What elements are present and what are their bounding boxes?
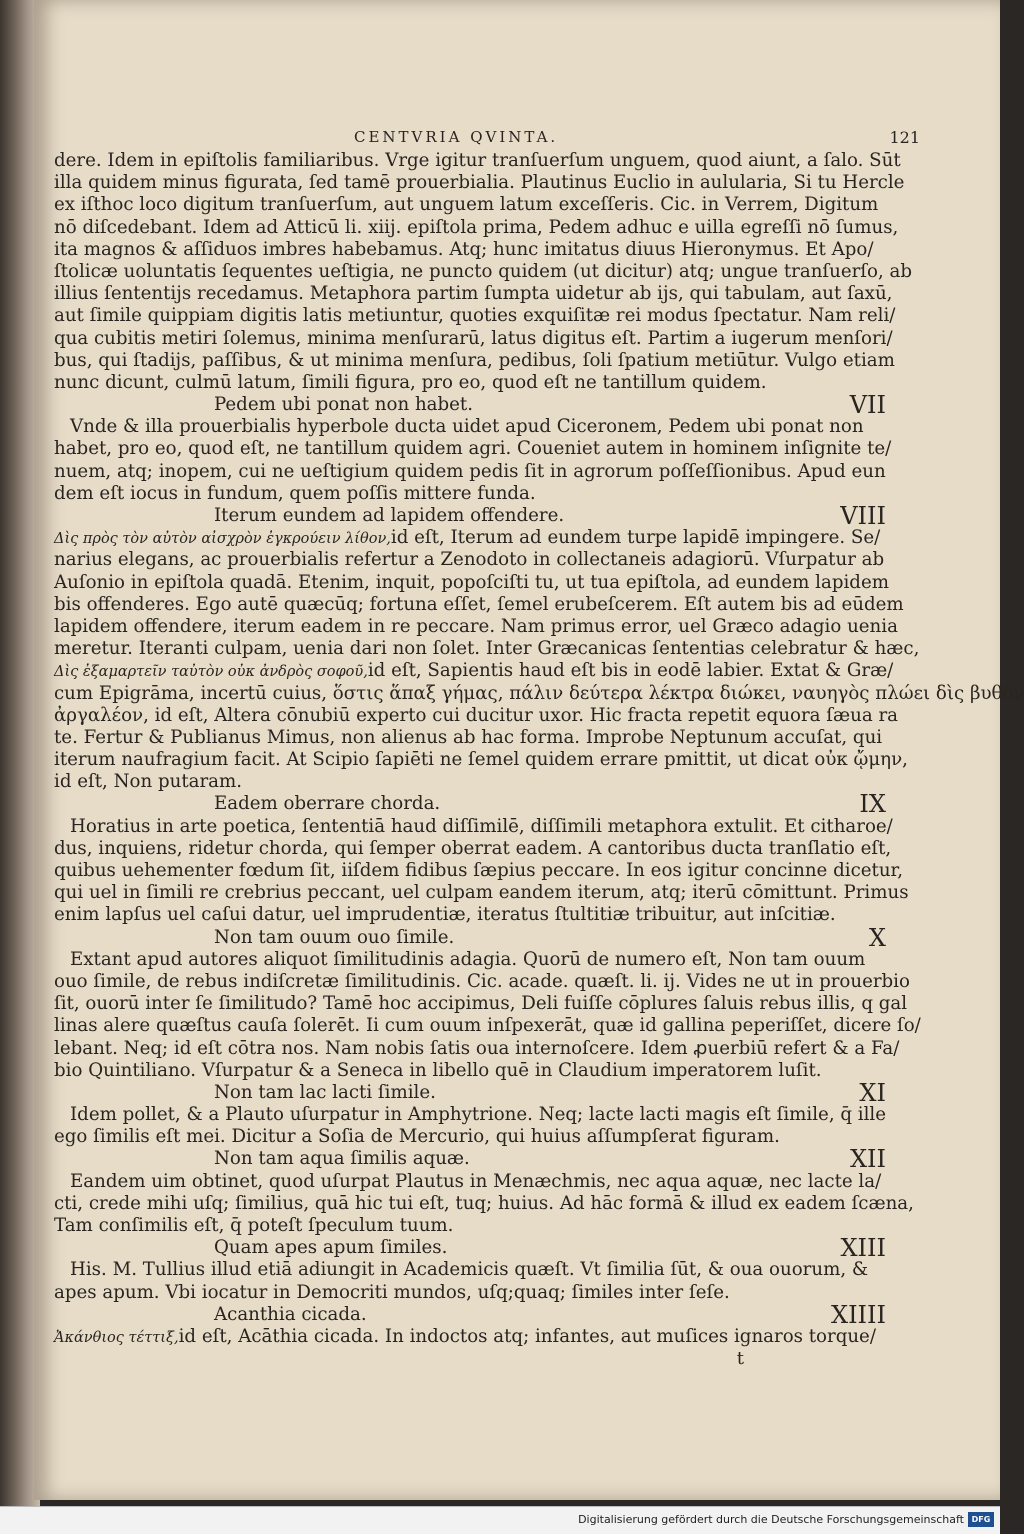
text-line — [54, 993, 908, 1015]
text-line — [54, 660, 894, 682]
line-text: Auſonio in epiſtola quadā. Etenim, inquit, popoſciſti tu, ut tua epiſtola, ad eundem lapidem — [54, 571, 889, 593]
line-text: qui uel in ſimili re crebrius peccant, uel culpam eandem iterum, atq; iterū cōmittunt. Primus — [54, 882, 909, 904]
line-text: dere. Idem in epiſtolis familiaribus. Vrge igitur tranſuerſum unguem, quod aiunt, a ſalo. Sūt — [54, 150, 901, 171]
line-text: te. Fertur & Publianus Mimus, non alienus ab hac forma. Improbe Neptunum accuſat, qui — [54, 726, 883, 748]
adage-numeral: XIII — [840, 1234, 886, 1263]
text-line — [54, 1171, 894, 1193]
line-text: aut ſimile quippiam digitis latis metiuntur, quoties exquiſitæ rei modus ſpectatur. Nam reli/ — [54, 305, 896, 327]
text-line — [54, 1259, 894, 1281]
footer-bar — [0, 1506, 1000, 1534]
line-text: cum Epigrāma, incertū cuius, ὅστις ἅπαξ γήμας, πάλιν δεύτερα λέκτρα διώκει, ναυηγὸς πλώει δὶς βυθὸν — [54, 682, 1024, 704]
line-text: cti, crede mihi uſq; ſimilius, quā hic tui eſt, tuq; huius. Ad hāc formā & illud ex eadem ſcæna, — [54, 1192, 914, 1214]
text-line — [54, 350, 894, 372]
line-text: ἀργαλέον, id eſt, Altera cōnubiū experto cui ducitur uxor. Hic fracta repetit equora ſæua ra — [54, 704, 899, 726]
text-line — [54, 1215, 894, 1237]
text-line — [54, 1192, 914, 1215]
line-text: Horatius in arte poetica, ſententiā haud diſſimilē, diſſimili metaphora extulit. Et citharoe/ — [70, 815, 893, 837]
line-text: habet, pro eo, quod eſt, ne tantillum quidem agri. Coueniet autem in hominem inſignite te/ — [54, 438, 892, 460]
line-text: ita magnos & aſſiduos imbres habebamus. Atq; hunc imitatus diuus Hieronymus. Et Apo/ — [54, 238, 874, 260]
text-line — [54, 838, 894, 860]
adage-numeral: VIII — [840, 502, 886, 530]
greek-quotation: Ἀκάνθιος τέττιξ, — [54, 1329, 179, 1346]
line-text: quibus uehementer fœdum ſit, iiſdem fidibus ſæpius peccare. In eos igitur concinne dicetur, — [54, 860, 904, 881]
text-line — [54, 615, 898, 638]
text-line — [54, 260, 913, 283]
adage-numeral: XIIII — [830, 1300, 886, 1329]
line-text: ex iſthoc loco digitum tranſuerſum, aut unguem latum exceſſeris. Cic. in Verrem, Digitum — [54, 194, 879, 216]
line-text: ouo ſimile, de rebus indiſcretæ ſimilitudinis. Cic. acade. quæſt. li. ij. Vides ne ut in prouerbio — [54, 970, 910, 992]
adage-numeral: IX — [859, 790, 886, 819]
text-line — [54, 461, 894, 483]
adage-heading — [54, 1300, 894, 1329]
line-text: lapidem offendere, iterum eadem in re peccare. Nam primus error, uel Græco adagio uenia — [54, 615, 898, 637]
adage-title: Non tam ouum ouo ſimile. — [214, 926, 455, 948]
adage-heading — [54, 790, 894, 819]
text-line — [54, 1104, 894, 1126]
text-line — [54, 216, 899, 239]
line-text: Tam conſimilis eſt, q̄ poteſt ſpeculum tuum. — [54, 1215, 454, 1236]
text-line — [54, 1282, 894, 1304]
line-text: id eſt, Iterum ad eundem turpe lapidē impingere. Se/ — [390, 527, 881, 549]
line-text: nuem, atq; inopem, cui ne ueſtigium quidem pedis ſit in agrorum poſſeſſionibus. Apud eun — [54, 460, 886, 482]
line-text: meretur. Iteranti culpam, uenia dari non ſolet. Inter Græcanicas ſententias celebratur & hæc, — [54, 638, 920, 660]
text-line — [54, 949, 894, 971]
text-line — [54, 1126, 894, 1148]
text-line — [54, 239, 894, 261]
adage-numeral: VII — [849, 391, 886, 420]
line-text: id eſt, Sapientis haud eſt bis in eodē labier. Extat & Græ/ — [367, 660, 894, 682]
line-text: linas alere quæſtus cauſa ſolerēt. Ii cum ouum inſpexerāt, quæ id gallina peperiſſet, dicere ſo/ — [54, 1015, 921, 1037]
text-line — [54, 416, 894, 438]
text-line — [54, 328, 894, 350]
line-text: lebant. Neq; id eſt cōtra nos. Nam nobis ſatis oua internoſcere. Idem ꝓuerbiū refert & a Fa/ — [54, 1037, 900, 1059]
text-line — [54, 283, 894, 305]
text-line — [54, 970, 910, 993]
text-line — [54, 150, 901, 172]
line-text: Idem pollet, & a Plauto uſurpatur in Amphytrione. Neq; lacte lacti magis eſt ſimile, q̄ ille — [70, 1104, 887, 1126]
adage-heading — [54, 1234, 894, 1263]
line-text: nō diſcedebant. Idem ad Atticū li. xiij. epiſtola prima, Pedem adhuc e uilla egreſſi nō ſumus, — [54, 216, 899, 238]
text-line — [54, 172, 905, 194]
running-title: CENTVRIA QVINTA. — [354, 128, 559, 146]
adage-title: Eadem oberrare chorda. — [214, 793, 441, 815]
text-line — [54, 483, 894, 505]
text-line — [54, 638, 920, 660]
line-text: ſtolicæ uoluntatis ſequentes ueſtigia, ne puncto quidem (ut dicitur) atq; ungue tranſuerſo, ab — [54, 260, 913, 282]
line-text: ſit, ouorū inter ſe ſimilitudo? Tamē hoc accipimus, Deli fuiſſe cōplures ſaluis rebus illis, q gal — [54, 993, 908, 1015]
line-text: nunc dicunt, culmū latum, ſimili figura, pro eo, quod eſt ne tantillum quidem. — [54, 371, 767, 393]
adage-title: Acanthia cicada. — [214, 1303, 367, 1325]
line-text: bis offenderes. Ego autē quæcūq; fortuna eſſet, ſemel erubeſcerem. Eſt autem bis ad eūdem — [54, 593, 904, 615]
line-text: illa quidem minus figurata, ſed tamē prouerbialia. Plautinus Euclio in aulularia, Si tu Hercle — [54, 172, 905, 194]
text-line — [54, 816, 894, 838]
line-text: id eſt, Non putaram. — [54, 771, 243, 793]
line-text: enim lapſus uel caſui datur, uel imprudentiæ, iteratus ſtultitiæ tribuitur, aut inſcitiæ. — [54, 904, 836, 926]
text-line — [54, 527, 894, 549]
line-text: iterum naufragium facit. At Scipio ſapiēti ne ſemel quidem errare pmittit, ut dicat οὐκ ᾤμην, — [54, 749, 908, 771]
line-text: ego ſimilis eſt mei. Dicitur a Soſia de Mercurio, qui huius aſſumpſerat figuram. — [54, 1126, 780, 1148]
text-line — [54, 749, 908, 771]
adage-title: Iterum eundem ad lapidem offendere. — [214, 505, 565, 526]
text-line — [54, 860, 904, 882]
text-line — [54, 1015, 921, 1037]
adage-title: Non tam aqua ſimilis aquæ. — [214, 1148, 470, 1170]
adage-heading — [54, 1078, 894, 1107]
line-text: dem eſt iocus in fundum, quem poſſis mittere funda. — [54, 482, 536, 504]
text-line — [54, 372, 894, 394]
line-text: narius elegans, ac prouerbialis refertur a Zenodoto in collectaneis adagiorū. Vſurpatur ab — [54, 549, 885, 571]
adage-numeral: XI — [859, 1078, 886, 1107]
adage-heading — [54, 502, 894, 530]
text-line — [54, 593, 904, 616]
adage-numeral: X — [868, 923, 886, 952]
line-text: bio Quintiliano. Vſurpatur & a Seneca in libello quē in Claudium imperatorem luſit. — [54, 1059, 822, 1081]
greek-quotation: Δὶς ἐξαμαρτεῖν ταὐτὸν οὐκ ἀνδρὸς σοφοῦ, — [54, 664, 368, 681]
text-line — [54, 771, 894, 793]
text-line — [54, 704, 899, 727]
text-line — [54, 194, 894, 216]
line-text: bus, qui ſtadijs, paſſibus, & ut minima menſura, pedibus, ſoli ſpatium metiūtur. Vulgo etiam — [54, 349, 895, 371]
line-text: illius ſententijs recedamus. Metaphora partim ſumpta uidetur ab ijs, qui tabulam, aut ſaxū, — [54, 283, 893, 305]
text-line — [54, 882, 909, 904]
line-text: Extant apud autores aliquot ſimilitudinis adagia. Quorū de numero eſt, Non tam ouum — [70, 948, 866, 970]
line-text: dus, inquiens, ridetur chorda, qui ſemper oberrat eadem. A cantoribus ducta tranſlatio eſt, — [54, 837, 892, 859]
adage-heading — [54, 391, 894, 420]
text-line — [54, 1326, 894, 1348]
text-line — [54, 438, 894, 460]
dfg-logo: DFG — [968, 1512, 994, 1527]
greek-quotation: Δὶς πρὸς τὸν αὐτὸν αἰσχρὸν ἐγκρούειν λίθον, — [54, 531, 391, 548]
line-text: qua cubitis metiri ſolemus, minima menſurarū, latus digitus eſt. Partim a iugerum menſori/ — [54, 327, 893, 349]
text-line — [54, 904, 894, 926]
adage-title: Non tam lac lacti ſimile. — [214, 1081, 436, 1103]
footer-credit: Digitalisierung gefördert durch die Deutsche Forschungsgemeinschaft — [578, 1513, 964, 1526]
catchword: t — [736, 1348, 744, 1370]
line-text: His. M. Tullius illud etiā adiungit in Academicis quæſt. Vt ſimilia ſūt, & oua ouorum, & — [70, 1259, 869, 1281]
page-number: 121 — [889, 128, 920, 147]
adage-numeral: XII — [849, 1145, 886, 1174]
adage-title: Pedem ubi ponat non habet. — [214, 394, 474, 416]
text-line — [54, 572, 894, 594]
text-line — [54, 1060, 894, 1082]
text-line — [54, 1037, 900, 1060]
line-text: id eſt, Acāthia cicada. In indoctos atq; infantes, aut muſices ignaros torque/ — [178, 1325, 876, 1347]
adage-heading — [54, 923, 894, 952]
text-line — [54, 549, 894, 571]
text-line — [54, 305, 894, 327]
adage-title: Quam apes apum ſimiles. — [214, 1237, 448, 1259]
line-text: Eandem uim obtinet, quod uſurpat Plautus in Menæchmis, nec aqua aquæ, nec lacte la/ — [70, 1170, 882, 1192]
text-line — [54, 727, 894, 749]
text-line — [54, 682, 1024, 705]
adage-heading — [54, 1145, 894, 1174]
line-text: apes apum. Vbi iocatur in Democriti mundos, uſq;quaq; ſimiles inter ſeſe. — [54, 1281, 730, 1303]
line-text: Vnde & illa prouerbialis hyperbole ducta uidet apud Ciceronem, Pedem ubi ponat non — [70, 416, 864, 438]
page-body — [54, 150, 1024, 1370]
